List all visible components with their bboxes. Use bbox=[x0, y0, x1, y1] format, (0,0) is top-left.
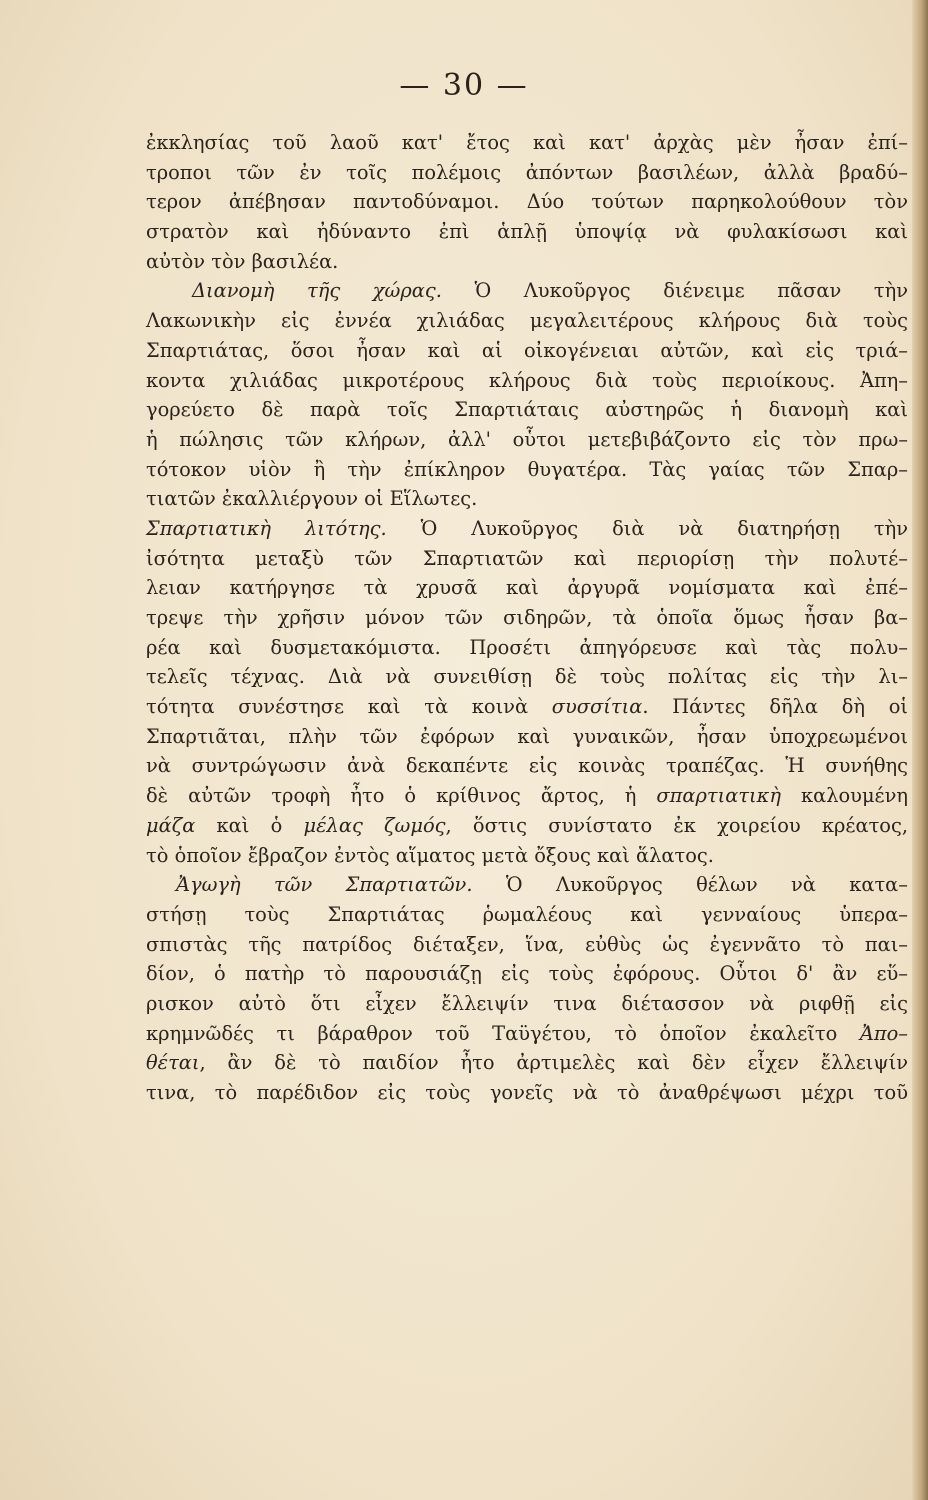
text-line-content bbox=[146, 781, 908, 811]
text-line-content bbox=[146, 425, 908, 455]
line-text: τότοκον υἱὸν ἢ τὴν ἐπίκληρον θυγατέρα. Τὰς γαίας τῶν Σπαρ– bbox=[146, 457, 908, 481]
text-line-content bbox=[176, 870, 908, 900]
line-text: Σπαρτιάτας, ὅσοι ἦσαν καὶ αἱ οἰκογένειαι αὐτῶν, καὶ εἰς τριά– bbox=[146, 338, 908, 362]
text-line-content bbox=[146, 1078, 908, 1108]
line-text: καὶ ὁ bbox=[195, 813, 304, 837]
line-text: ἡ πώλησις τῶν κλήρων, ἀλλ' οὗτοι μετεβιβάζοντο εἰς τὸν πρω– bbox=[146, 427, 908, 451]
line-text: , ὅστις συνίστατο ἐκ χοιρείου κρέατος, bbox=[445, 813, 909, 837]
text-line bbox=[146, 781, 908, 811]
text-line bbox=[146, 336, 908, 366]
line-text: νὰ συντρώγωσιν ἀνὰ δεκαπέντε εἰς κοινὰς τραπέζας. Ἡ συνήθης bbox=[146, 754, 908, 778]
text-line-content bbox=[146, 603, 908, 633]
section-heading: Ἀγωγὴ τῶν Σπαρτιατῶν. bbox=[176, 873, 473, 897]
italic-term: θέται bbox=[146, 1051, 200, 1075]
text-line-content bbox=[146, 989, 908, 1019]
line-text: ρισκον αὐτὸ ὅτι εἶχεν ἔλλειψίν τινα διέτασσον νὰ ριφθῇ εἰς bbox=[146, 991, 908, 1015]
text-line-content bbox=[146, 366, 908, 396]
line-text: ρέα καὶ δυσμετακόμιστα. Προσέτι ἀπηγόρευσε καὶ τὰς πολυ– bbox=[146, 635, 908, 659]
text-line-content bbox=[146, 900, 908, 930]
text-line bbox=[146, 455, 908, 485]
text-line-content bbox=[146, 306, 908, 336]
text-line bbox=[146, 1048, 908, 1078]
line-text: τότητα συνέστησε καὶ τὰ κοινὰ bbox=[146, 695, 552, 719]
line-text: αὐτὸν τὸν βασιλέα. bbox=[146, 249, 339, 273]
text-line-content bbox=[146, 751, 908, 781]
text-line-content bbox=[146, 395, 908, 425]
text-line bbox=[146, 751, 908, 781]
line-text: γορεύετο δὲ παρὰ τοῖς Σπαρτιάταις αὐστηρῶς ἡ διανομὴ καὶ bbox=[146, 398, 908, 422]
line-text: τιατῶν ἐκαλλιέργουν οἱ Εἵλωτες. bbox=[146, 487, 478, 511]
line-text: τελεῖς τέχνας. Διὰ νὰ συνειθίσῃ δὲ τοὺς πολίτας εἰς τὴν λι– bbox=[146, 665, 908, 689]
text-line-content bbox=[146, 158, 908, 188]
text-line bbox=[146, 633, 908, 663]
text-line-content bbox=[146, 544, 908, 574]
text-line bbox=[146, 1019, 908, 1049]
text-line-content bbox=[146, 484, 477, 514]
text-line bbox=[146, 841, 908, 871]
line-text: ἐκκλησίας τοῦ λαοῦ κατ' ἔτος καὶ κατ' ἀρχὰς μὲν ἦσαν ἐπί– bbox=[146, 131, 908, 154]
text-line bbox=[146, 692, 908, 722]
line-text: τερον ἀπέβησαν παντοδύναμοι. Δύο τούτων παρηκολούθουν τὸν bbox=[146, 190, 908, 214]
text-line bbox=[146, 128, 908, 158]
text-line bbox=[146, 930, 908, 960]
line-text: κρημνῶδές τι βάραθρον τοῦ Ταϋγέτου, τὸ ὁποῖον ἐκαλεῖτο bbox=[146, 1021, 860, 1045]
text-line bbox=[146, 395, 908, 425]
text-line-content bbox=[146, 1048, 908, 1078]
line-text: Ὁ Λυκοῦργος διένειμε πᾶσαν τὴν bbox=[441, 279, 908, 303]
section-heading: Σπαρτιατικὴ λιτότης. bbox=[146, 516, 387, 540]
line-text: δίον, ὁ πατὴρ τὸ παρουσιάζῃ εἰς τοὺς ἐφόρους. Οὗτοι δ' ἂν εὕ– bbox=[146, 962, 908, 986]
line-text: Ὁ Λυκοῦργος διὰ νὰ διατηρήσῃ τὴν bbox=[386, 516, 908, 540]
line-text: , ἂν δὲ τὸ παιδίον ἦτο ἀρτιμελὲς καὶ δὲν εἶχεν ἔλλειψίν bbox=[199, 1051, 908, 1075]
text-line-content bbox=[146, 692, 908, 722]
line-text: Λακωνικὴν εἰς ἐννέα χιλιάδας μεγαλειτέρους κλήρους διὰ τοὺς bbox=[146, 309, 908, 333]
text-line bbox=[146, 425, 908, 455]
line-text: στήσῃ τοὺς Σπαρτιάτας ῥωμαλέους καὶ γενναίους ὑπερα– bbox=[146, 902, 908, 926]
text-line bbox=[146, 603, 908, 633]
text-line bbox=[146, 247, 908, 277]
text-line bbox=[146, 811, 908, 841]
italic-term: σπαρτιατικὴ bbox=[656, 784, 781, 808]
text-line-content bbox=[146, 811, 908, 841]
line-text: τὸ ὁποῖον ἔβραζον ἐντὸς αἵματος μετὰ ὄξους καὶ ἅλατος. bbox=[146, 843, 714, 867]
text-line bbox=[146, 662, 908, 692]
text-line bbox=[146, 158, 908, 188]
page-number: — 30 — bbox=[399, 68, 529, 103]
text-line-content bbox=[146, 455, 908, 485]
text-line-content bbox=[146, 633, 908, 663]
text-line-content bbox=[146, 217, 908, 247]
text-line-content bbox=[146, 247, 338, 277]
line-text: τινα, τὸ παρέδιδον εἰς τοὺς γονεῖς νὰ τὸ ἀναθρέψωσι μέχρι τοῦ bbox=[146, 1081, 908, 1104]
text-line-content bbox=[146, 514, 908, 544]
line-text: στρατὸν καὶ ἠδύναντο ἐπὶ ἁπλῇ ὑποψίᾳ νὰ φυλακίσωσι καὶ bbox=[146, 220, 908, 244]
line-text: δὲ αὐτῶν τροφὴ ἦτο ὁ κρίθινος ἄρτος, ἡ bbox=[146, 784, 657, 808]
italic-term: Ἀπο– bbox=[859, 1021, 908, 1045]
text-line bbox=[146, 484, 908, 514]
text-line bbox=[146, 1078, 908, 1108]
text-line bbox=[146, 722, 908, 752]
italic-term: μάζα bbox=[146, 813, 196, 837]
text-line bbox=[146, 900, 908, 930]
line-text: σπιστὰς τῆς πατρίδος διέταξεν, ἵνα, εὐθὺς ὡς ἐγεννᾶτο τὸ παι– bbox=[146, 932, 908, 956]
text-line-content bbox=[146, 662, 908, 692]
text-line-content bbox=[146, 722, 908, 752]
text-line-content bbox=[192, 276, 908, 306]
line-text: καλουμένη bbox=[780, 784, 909, 808]
italic-term: μέλας ζωμός bbox=[303, 813, 446, 837]
text-line-content bbox=[146, 1019, 908, 1049]
line-text: Σπαρτιᾶται, πλὴν τῶν ἐφόρων καὶ γυναικῶν, ἦσαν ὑποχρεωμένοι bbox=[146, 724, 908, 748]
text-line bbox=[146, 989, 908, 1019]
body-text bbox=[146, 128, 908, 1108]
line-text: Ὁ Λυκοῦργος θέλων νὰ κατα– bbox=[472, 873, 908, 897]
line-text: τρεψε τὴν χρῆσιν μόνον τῶν σιδηρῶν, τὰ ὁποῖα ὅμως ἦσαν βα– bbox=[146, 606, 908, 629]
text-line-content bbox=[146, 930, 908, 960]
line-text: . Πάντες δῆλα δὴ οἱ bbox=[642, 695, 908, 719]
text-line bbox=[146, 306, 908, 336]
text-line-content bbox=[146, 336, 908, 366]
text-line bbox=[146, 514, 908, 544]
text-line bbox=[146, 276, 908, 306]
line-text: ἰσότητα μεταξὺ τῶν Σπαρτιατῶν καὶ περιορίσῃ τὴν πολυτέ– bbox=[146, 546, 908, 570]
text-line-content bbox=[146, 128, 908, 158]
text-line-content bbox=[146, 573, 908, 603]
line-text: λειαν κατήργησε τὰ χρυσᾶ καὶ ἀργυρᾶ νομίσματα καὶ ἐπέ– bbox=[146, 576, 908, 600]
text-line-content bbox=[146, 187, 908, 217]
text-line bbox=[146, 217, 908, 247]
text-line bbox=[146, 959, 908, 989]
text-line bbox=[146, 573, 908, 603]
text-line-content bbox=[146, 841, 714, 871]
page-edge bbox=[912, 0, 928, 1500]
italic-term: συσσίτια bbox=[551, 695, 643, 719]
text-line bbox=[146, 870, 908, 900]
section-heading: Διανομὴ τῆς χώρας. bbox=[192, 279, 442, 303]
text-line-content bbox=[146, 959, 908, 989]
text-line bbox=[146, 544, 908, 574]
text-line bbox=[146, 187, 908, 217]
line-text: τροποι τῶν ἐν τοῖς πολέμοις ἀπόντων βασιλέων, ἀλλὰ βραδύ– bbox=[146, 160, 908, 184]
text-line bbox=[146, 366, 908, 396]
line-text: κοντα χιλιάδας μικροτέρους κλήρους διὰ τοὺς περιοίκους. Ἀπη– bbox=[146, 368, 908, 392]
